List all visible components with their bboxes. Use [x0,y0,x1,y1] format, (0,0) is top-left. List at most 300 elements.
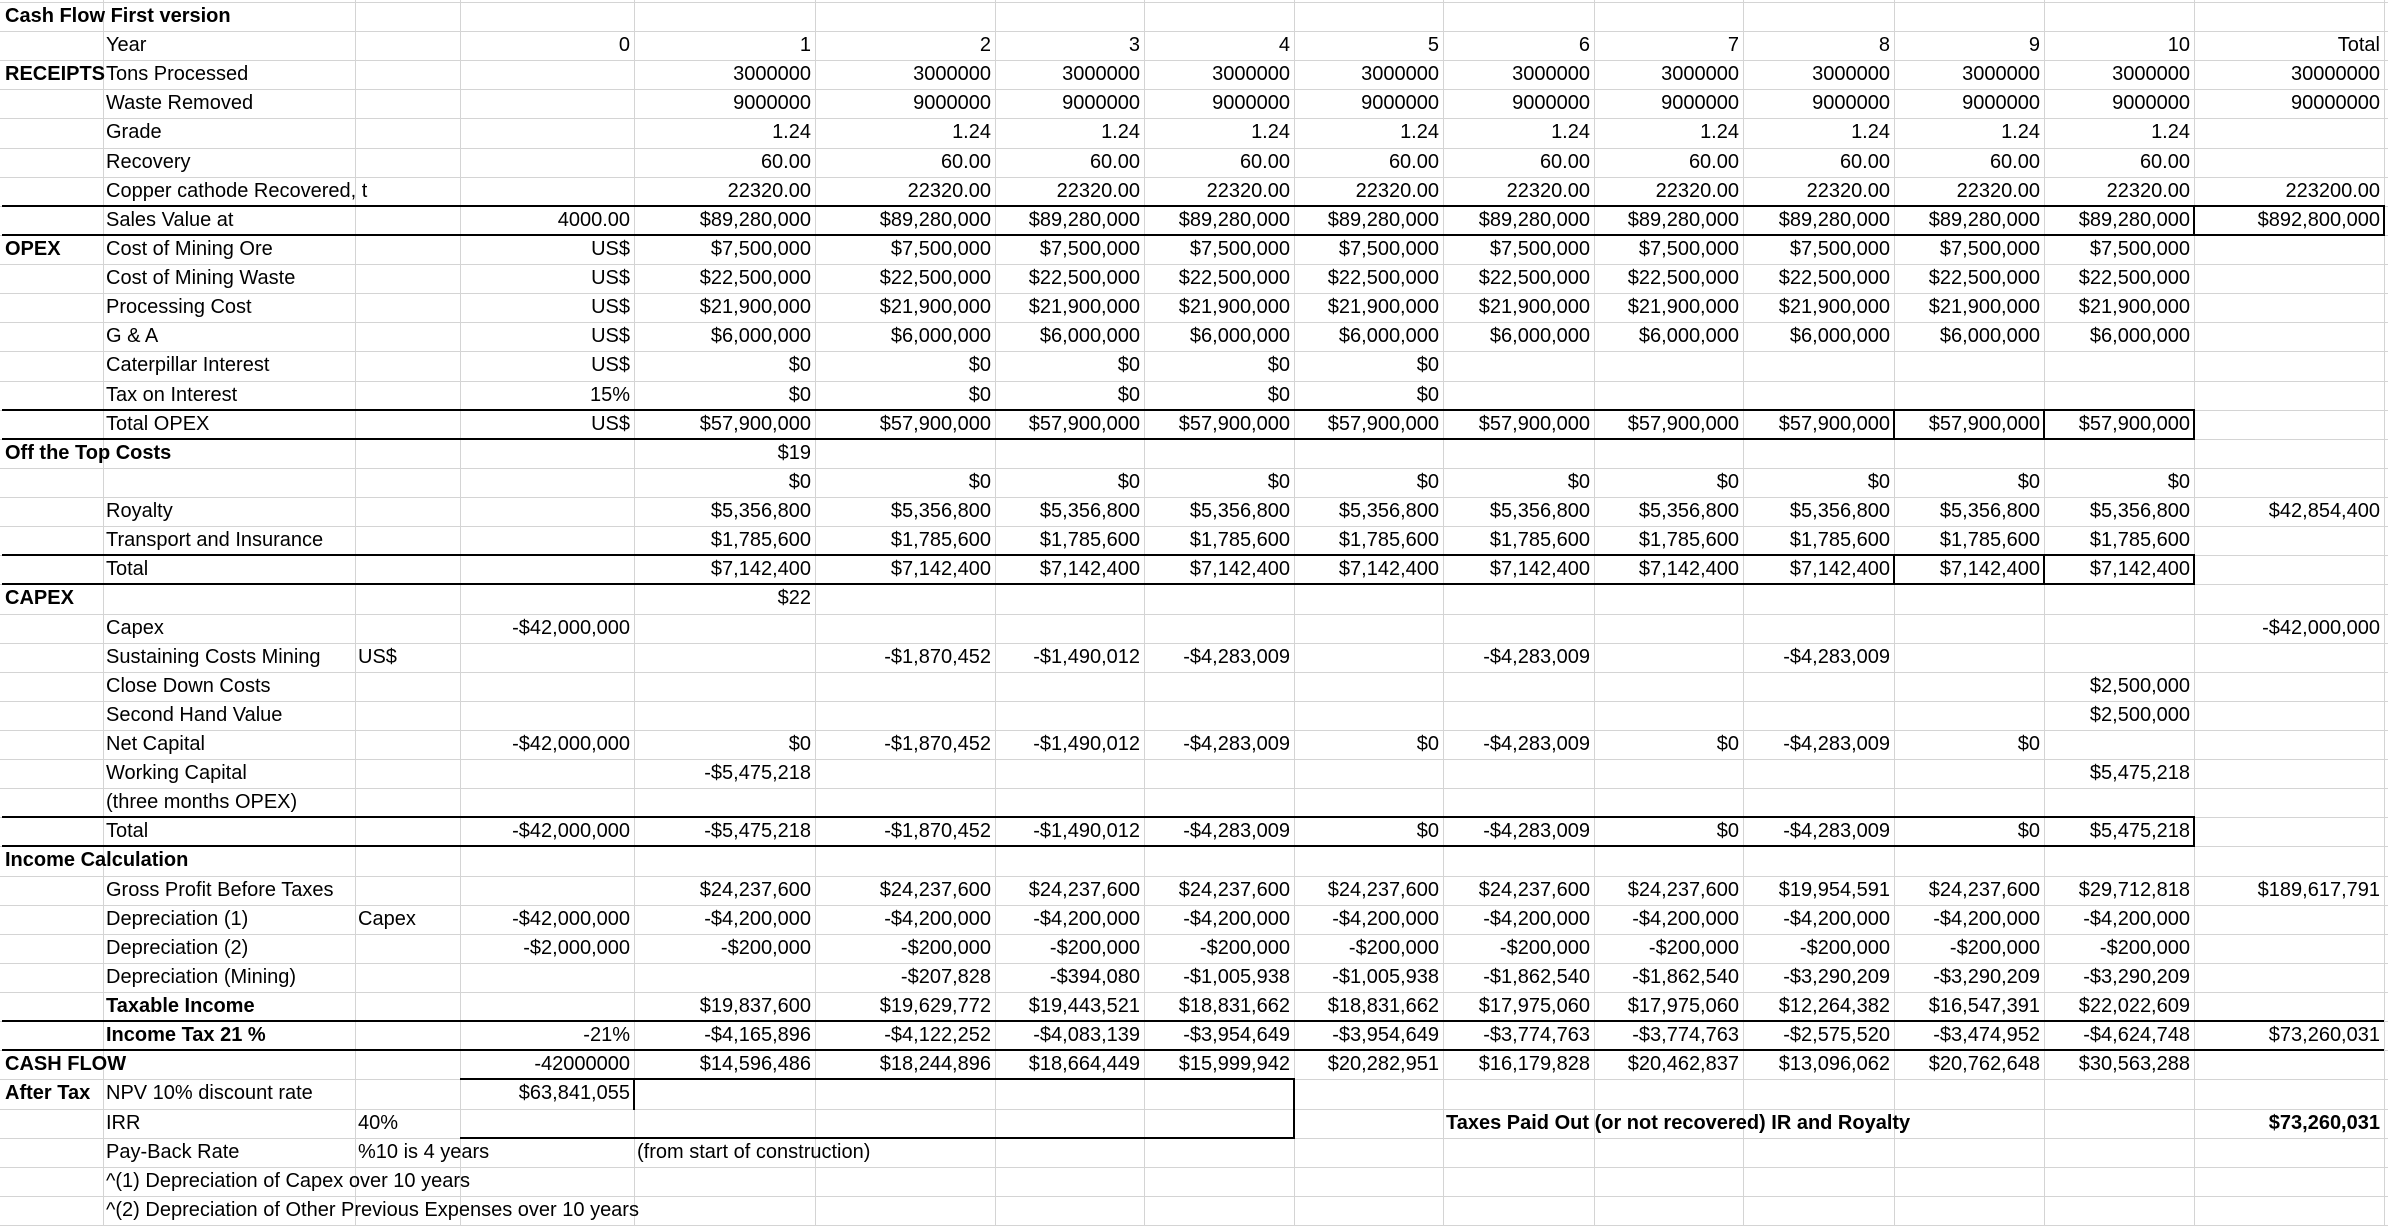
cell-r12-k[interactable]: $6,000,000 [1638,325,1739,348]
cell-r6-g[interactable]: 60.00 [1089,150,1140,173]
cell-r7-e[interactable]: 22320.00 [727,179,811,202]
cell-r7-n[interactable]: 22320.00 [2106,179,2190,202]
cell-r20-m[interactable]: $7,142,400 [1939,558,2040,581]
cell-r17-g[interactable]: $0 [1117,470,1140,493]
cell-r19-l[interactable]: $1,785,600 [1789,529,1890,552]
cell-r4-h[interactable]: 9000000 [1212,92,1290,115]
cell-r10-i[interactable]: $22,500,000 [1327,267,1439,290]
cell-r12-d[interactable]: US$ [591,325,630,348]
cell-r10-j[interactable]: $22,500,000 [1478,267,1590,290]
cell-r2-m[interactable]: 9 [2028,34,2040,57]
cell-r32-n[interactable]: -$4,200,000 [2083,907,2190,930]
cell-r17-m[interactable]: $0 [2017,470,2040,493]
cell-r2-e[interactable]: 1 [799,34,811,57]
cell-r8-m[interactable]: $89,280,000 [1928,208,2040,231]
cell-r32-e[interactable]: -$4,200,000 [704,907,811,930]
cell-r15-d[interactable]: US$ [591,412,630,435]
cell-r18-i[interactable]: $5,356,800 [1338,500,1439,523]
cell-r20-l[interactable]: $7,142,400 [1789,558,1890,581]
cell-r6-m[interactable]: 60.00 [1989,150,2040,173]
cell-r20-h[interactable]: $7,142,400 [1189,558,1290,581]
cell-r5-e[interactable]: 1.24 [772,121,811,144]
cell-r12-b[interactable]: G & A [106,325,159,348]
cell-r10-l[interactable]: $22,500,000 [1778,267,1890,290]
cell-r12-n[interactable]: $6,000,000 [2089,325,2190,348]
cell-r8-h[interactable]: $89,280,000 [1178,208,1290,231]
cell-r11-e[interactable]: $21,900,000 [699,296,811,319]
cell-r8-d[interactable]: 4000.00 [557,208,630,231]
cell-r22-d[interactable]: -$42,000,000 [512,616,630,639]
cell-r18-b[interactable]: Royalty [106,500,173,523]
cell-r5-i[interactable]: 1.24 [1400,121,1439,144]
cell-r36-m[interactable]: -$3,474,952 [1933,1024,2040,1047]
cell-r13-f[interactable]: $0 [968,354,991,377]
cell-r19-h[interactable]: $1,785,600 [1189,529,1290,552]
cell-r3-f[interactable]: 3000000 [913,63,991,86]
cell-r31-h[interactable]: $24,237,600 [1178,878,1290,901]
cell-r39-c[interactable]: 40% [358,1111,399,1134]
cell-r35-j[interactable]: $17,975,060 [1478,995,1590,1018]
cell-r23-g[interactable]: -$1,490,012 [1033,645,1140,668]
cell-r7-l[interactable]: 22320.00 [1806,179,1890,202]
cell-r14-h[interactable]: $0 [1267,383,1290,406]
cell-r10-d[interactable]: US$ [591,267,630,290]
cell-r38-a[interactable]: After Tax [5,1082,91,1105]
cell-r26-i[interactable]: $0 [1416,733,1439,755]
cell-r26-d[interactable]: -$42,000,000 [512,733,630,755]
cell-r11-j[interactable]: $21,900,000 [1478,296,1590,319]
cell-r29-l[interactable]: -$4,283,009 [1783,820,1890,843]
cell-r37-h[interactable]: $15,999,942 [1178,1053,1290,1076]
cell-r12-i[interactable]: $6,000,000 [1338,325,1439,348]
cell-r16-e[interactable]: $19 [777,441,811,464]
cell-r10-b[interactable]: Cost of Mining Waste [106,267,296,290]
cell-r37-d[interactable]: -42000000 [534,1053,630,1076]
cell-r37-i[interactable]: $20,282,951 [1327,1053,1439,1076]
cell-r4-k[interactable]: 9000000 [1661,92,1739,115]
cell-r19-k[interactable]: $1,785,600 [1638,529,1739,552]
cell-r20-k[interactable]: $7,142,400 [1638,558,1739,581]
cell-r23-j[interactable]: -$4,283,009 [1483,645,1590,668]
cell-r17-k[interactable]: $0 [1716,470,1739,493]
cell-r8-b[interactable]: Sales Value at [106,208,234,231]
cell-r20-j[interactable]: $7,142,400 [1489,558,1590,581]
cell-r11-k[interactable]: $21,900,000 [1627,296,1739,319]
cell-r18-o[interactable]: $42,854,400 [2268,500,2380,523]
cell-r36-d[interactable]: -21% [583,1024,630,1047]
cell-r18-n[interactable]: $5,356,800 [2089,500,2190,523]
cell-r17-e[interactable]: $0 [788,470,811,493]
cell-r5-g[interactable]: 1.24 [1101,121,1140,144]
cell-r15-g[interactable]: $57,900,000 [1028,412,1140,435]
cell-r42-b[interactable]: ^(2) Depreciation of Other Previous Expenses over 10 years [106,1198,639,1221]
cell-r31-j[interactable]: $24,237,600 [1478,878,1590,901]
cell-r18-e[interactable]: $5,356,800 [710,500,811,523]
cell-r41-b[interactable]: ^(1) Depreciation of Capex over 10 years [106,1169,471,1192]
cell-r18-g[interactable]: $5,356,800 [1039,500,1140,523]
cell-r12-g[interactable]: $6,000,000 [1039,325,1140,348]
cell-r32-j[interactable]: -$4,200,000 [1483,907,1590,930]
cell-r14-f[interactable]: $0 [968,383,991,406]
cell-r29-n[interactable]: $5,475,218 [2089,820,2190,843]
cell-r4-n[interactable]: 9000000 [2112,92,2190,115]
cell-r6-f[interactable]: 60.00 [940,150,991,173]
cell-r36-i[interactable]: -$3,954,649 [1332,1024,1439,1047]
cell-r18-f[interactable]: $5,356,800 [890,500,991,523]
cell-r11-g[interactable]: $21,900,000 [1028,296,1140,319]
cell-r19-j[interactable]: $1,785,600 [1489,529,1590,552]
cell-r11-i[interactable]: $21,900,000 [1327,296,1439,319]
cell-r26-b[interactable]: Net Capital [106,733,205,755]
cell-r33-k[interactable]: -$200,000 [1648,936,1739,959]
cell-r20-e[interactable]: $7,142,400 [710,558,811,581]
cell-r17-j[interactable]: $0 [1567,470,1590,493]
cell-r35-m[interactable]: $16,547,391 [1928,995,2040,1018]
cell-r8-g[interactable]: $89,280,000 [1028,208,1140,231]
cell-r23-l[interactable]: -$4,283,009 [1783,645,1890,668]
cell-r25-b[interactable]: Second Hand Value [106,703,283,726]
cell-r20-n[interactable]: $7,142,400 [2089,558,2190,581]
cell-r15-f[interactable]: $57,900,000 [879,412,991,435]
cell-r36-o[interactable]: $73,260,031 [2268,1024,2380,1047]
cell-r35-e[interactable]: $19,837,600 [699,995,811,1018]
cell-r10-m[interactable]: $22,500,000 [1928,267,2040,290]
cell-r8-n[interactable]: $89,280,000 [2078,208,2190,231]
cell-r9-a[interactable]: OPEX [5,237,61,260]
cell-r32-k[interactable]: -$4,200,000 [1632,907,1739,930]
cell-r37-n[interactable]: $30,563,288 [2078,1053,2190,1076]
cell-r17-i[interactable]: $0 [1416,470,1439,493]
cell-r39-j[interactable]: Taxes Paid Out (or not recovered) IR and Royalty [1446,1111,1911,1134]
cell-r18-k[interactable]: $5,356,800 [1638,500,1739,523]
cell-r19-f[interactable]: $1,785,600 [890,529,991,552]
cell-r26-h[interactable]: -$4,283,009 [1183,733,1290,755]
cell-r9-g[interactable]: $7,500,000 [1039,237,1140,260]
cell-r4-j[interactable]: 9000000 [1512,92,1590,115]
cell-r33-n[interactable]: -$200,000 [2099,936,2190,959]
cell-r18-m[interactable]: $5,356,800 [1939,500,2040,523]
cell-r7-o[interactable]: 223200.00 [2285,179,2380,202]
cell-r7-f[interactable]: 22320.00 [907,179,991,202]
cell-r36-f[interactable]: -$4,122,252 [884,1024,991,1047]
cell-r13-h[interactable]: $0 [1267,354,1290,377]
cell-r3-j[interactable]: 3000000 [1512,63,1590,86]
cell-r4-b[interactable]: Waste Removed [106,92,254,115]
cell-r11-b[interactable]: Processing Cost [106,296,252,319]
cell-r11-l[interactable]: $21,900,000 [1778,296,1890,319]
cell-r6-l[interactable]: 60.00 [1839,150,1890,173]
cell-r13-e[interactable]: $0 [788,354,811,377]
cell-r31-e[interactable]: $24,237,600 [699,878,811,901]
cell-r2-n[interactable]: 10 [2167,34,2190,57]
cell-r29-g[interactable]: -$1,490,012 [1033,820,1140,843]
cell-r33-m[interactable]: -$200,000 [1949,936,2040,959]
cell-r6-j[interactable]: 60.00 [1539,150,1590,173]
cell-r12-h[interactable]: $6,000,000 [1189,325,1290,348]
cell-r34-g[interactable]: -$394,080 [1049,965,1140,988]
cell-r31-l[interactable]: $19,954,591 [1778,878,1890,901]
cell-r19-b[interactable]: Transport and Insurance [106,529,324,552]
cell-r37-m[interactable]: $20,762,648 [1928,1053,2040,1076]
cell-r7-i[interactable]: 22320.00 [1355,179,1439,202]
cell-r12-l[interactable]: $6,000,000 [1789,325,1890,348]
cell-r3-b[interactable]: Tons Processed [106,63,249,86]
cell-r8-e[interactable]: $89,280,000 [699,208,811,231]
cell-r23-h[interactable]: -$4,283,009 [1183,645,1290,668]
cell-r4-g[interactable]: 9000000 [1062,92,1140,115]
cell-r5-l[interactable]: 1.24 [1851,121,1890,144]
cell-r4-i[interactable]: 9000000 [1361,92,1439,115]
cell-r31-f[interactable]: $24,237,600 [879,878,991,901]
cell-r37-f[interactable]: $18,244,896 [879,1053,991,1076]
cell-r19-g[interactable]: $1,785,600 [1039,529,1140,552]
cell-r38-b[interactable]: NPV 10% discount rate [106,1082,313,1105]
cell-r17-l[interactable]: $0 [1867,470,1890,493]
cell-r37-g[interactable]: $18,664,449 [1028,1053,1140,1076]
cell-r40-c[interactable]: %10 is 4 years [358,1140,490,1163]
cell-r33-b[interactable]: Depreciation (2) [106,936,249,959]
cell-r12-e[interactable]: $6,000,000 [710,325,811,348]
cell-r13-b[interactable]: Caterpillar Interest [106,354,270,377]
cell-r29-k[interactable]: $0 [1716,820,1739,843]
cell-r31-n[interactable]: $29,712,818 [2078,878,2190,901]
cell-r29-f[interactable]: -$1,870,452 [884,820,991,843]
cell-r12-j[interactable]: $6,000,000 [1489,325,1590,348]
cell-r7-b[interactable]: Copper cathode Recovered, t [106,179,368,202]
cell-r4-m[interactable]: 9000000 [1962,92,2040,115]
cell-r5-h[interactable]: 1.24 [1251,121,1290,144]
cell-r20-g[interactable]: $7,142,400 [1039,558,1140,581]
cell-r21-e[interactable]: $22 [777,587,811,610]
cell-r17-f[interactable]: $0 [968,470,991,493]
cell-r37-l[interactable]: $13,096,062 [1778,1053,1890,1076]
cell-r20-b[interactable]: Total [106,558,149,581]
cell-r33-d[interactable]: -$2,000,000 [523,936,630,959]
cell-r18-j[interactable]: $5,356,800 [1489,500,1590,523]
cell-r15-k[interactable]: $57,900,000 [1627,412,1739,435]
cell-r21-a[interactable]: CAPEX [5,587,74,610]
cell-r11-h[interactable]: $21,900,000 [1178,296,1290,319]
cell-r15-m[interactable]: $57,900,000 [1928,412,2040,435]
cell-r9-n[interactable]: $7,500,000 [2089,237,2190,260]
cell-r1-a[interactable]: Cash Flow First version [5,5,231,27]
cell-r3-h[interactable]: 3000000 [1212,63,1290,86]
cell-r2-o[interactable]: Total [2337,34,2380,57]
cell-r34-m[interactable]: -$3,290,209 [1933,965,2040,988]
cell-r32-b[interactable]: Depreciation (1) [106,907,249,930]
cell-r7-k[interactable]: 22320.00 [1655,179,1739,202]
cell-r9-k[interactable]: $7,500,000 [1638,237,1739,260]
cell-r13-d[interactable]: US$ [591,354,630,377]
cell-r26-j[interactable]: -$4,283,009 [1483,733,1590,755]
cell-r35-h[interactable]: $18,831,662 [1178,995,1290,1018]
cell-r31-o[interactable]: $189,617,791 [2257,878,2380,901]
cell-r15-l[interactable]: $57,900,000 [1778,412,1890,435]
cell-r33-f[interactable]: -$200,000 [900,936,991,959]
cell-r3-k[interactable]: 3000000 [1661,63,1739,86]
cell-r8-j[interactable]: $89,280,000 [1478,208,1590,231]
cell-r34-l[interactable]: -$3,290,209 [1783,965,1890,988]
cell-r8-l[interactable]: $89,280,000 [1778,208,1890,231]
cell-r5-m[interactable]: 1.24 [2001,121,2040,144]
cell-r25-n[interactable]: $2,500,000 [2089,703,2190,726]
cell-r19-m[interactable]: $1,785,600 [1939,529,2040,552]
cell-r27-n[interactable]: $5,475,218 [2089,762,2190,785]
cell-r10-k[interactable]: $22,500,000 [1627,267,1739,290]
cell-r26-l[interactable]: -$4,283,009 [1783,733,1890,755]
cell-r17-h[interactable]: $0 [1267,470,1290,493]
cell-r4-l[interactable]: 9000000 [1812,92,1890,115]
cell-r11-d[interactable]: US$ [591,296,630,319]
cell-r27-b[interactable]: Working Capital [106,762,247,785]
cell-r2-i[interactable]: 5 [1427,34,1439,57]
cell-r17-n[interactable]: $0 [2167,470,2190,493]
cell-r37-e[interactable]: $14,596,486 [699,1053,811,1076]
cell-r34-n[interactable]: -$3,290,209 [2083,965,2190,988]
cell-r30-a[interactable]: Income Calculation [5,849,189,872]
cell-r19-e[interactable]: $1,785,600 [710,529,811,552]
cell-r3-e[interactable]: 3000000 [733,63,811,86]
cell-r6-i[interactable]: 60.00 [1388,150,1439,173]
cell-r39-b[interactable]: IRR [106,1111,141,1134]
cell-r13-i[interactable]: $0 [1416,354,1439,377]
cell-r29-m[interactable]: $0 [2017,820,2040,843]
cell-r36-j[interactable]: -$3,774,763 [1483,1024,1590,1047]
cell-r23-f[interactable]: -$1,870,452 [884,645,991,668]
cell-r6-h[interactable]: 60.00 [1239,150,1290,173]
cell-r20-f[interactable]: $7,142,400 [890,558,991,581]
cell-r35-k[interactable]: $17,975,060 [1627,995,1739,1018]
cell-r9-i[interactable]: $7,500,000 [1338,237,1439,260]
cell-r24-b[interactable]: Close Down Costs [106,674,271,697]
cell-r36-h[interactable]: -$3,954,649 [1183,1024,1290,1047]
cell-r9-h[interactable]: $7,500,000 [1189,237,1290,260]
cell-r15-b[interactable]: Total OPEX [106,412,210,435]
cell-r6-n[interactable]: 60.00 [2139,150,2190,173]
cell-r26-m[interactable]: $0 [2017,733,2040,755]
cell-r14-d[interactable]: 15% [589,383,630,406]
cell-r39-o[interactable]: $73,260,031 [2268,1111,2380,1134]
cell-r7-j[interactable]: 22320.00 [1506,179,1590,202]
cell-r2-d[interactable]: 0 [618,34,630,57]
cell-r35-g[interactable]: $19,443,521 [1028,995,1140,1018]
cell-r29-j[interactable]: -$4,283,009 [1483,820,1590,843]
cell-r33-i[interactable]: -$200,000 [1348,936,1439,959]
cell-r20-i[interactable]: $7,142,400 [1338,558,1439,581]
cell-r6-e[interactable]: 60.00 [760,150,811,173]
cell-r32-d[interactable]: -$42,000,000 [512,907,630,930]
cell-r36-b[interactable]: Income Tax 21 % [106,1024,266,1047]
cell-r9-f[interactable]: $7,500,000 [890,237,991,260]
cell-r8-i[interactable]: $89,280,000 [1327,208,1439,231]
cell-r35-l[interactable]: $12,264,382 [1778,995,1890,1018]
cell-r15-i[interactable]: $57,900,000 [1327,412,1439,435]
cell-r35-n[interactable]: $22,022,609 [2078,995,2190,1018]
cell-r29-b[interactable]: Total [106,820,149,843]
cell-r9-e[interactable]: $7,500,000 [710,237,811,260]
cell-r7-g[interactable]: 22320.00 [1056,179,1140,202]
cell-r37-j[interactable]: $16,179,828 [1478,1053,1590,1076]
cell-r33-e[interactable]: -$200,000 [720,936,811,959]
cell-r5-b[interactable]: Grade [106,121,162,144]
cell-r31-b[interactable]: Gross Profit Before Taxes [106,878,334,901]
cell-r23-b[interactable]: Sustaining Costs Mining [106,645,321,668]
cell-r24-n[interactable]: $2,500,000 [2089,674,2190,697]
cell-r40-e[interactable]: (from start of construction) [637,1140,871,1163]
cell-r2-f[interactable]: 2 [979,34,991,57]
cell-r10-e[interactable]: $22,500,000 [699,267,811,290]
cell-r2-g[interactable]: 3 [1128,34,1140,57]
cell-r2-h[interactable]: 4 [1278,34,1290,57]
cell-r32-h[interactable]: -$4,200,000 [1183,907,1290,930]
cell-r38-d[interactable]: $63,841,055 [518,1082,630,1105]
cell-r36-k[interactable]: -$3,774,763 [1632,1024,1739,1047]
cell-r2-k[interactable]: 7 [1727,34,1739,57]
cell-r35-b[interactable]: Taxable Income [106,995,255,1018]
cell-r11-n[interactable]: $21,900,000 [2078,296,2190,319]
cell-r18-h[interactable]: $5,356,800 [1189,500,1290,523]
cell-r15-n[interactable]: $57,900,000 [2078,412,2190,435]
cell-r5-k[interactable]: 1.24 [1700,121,1739,144]
cell-r14-i[interactable]: $0 [1416,383,1439,406]
cell-r40-b[interactable]: Pay-Back Rate [106,1140,240,1163]
cell-r10-f[interactable]: $22,500,000 [879,267,991,290]
cell-r19-n[interactable]: $1,785,600 [2089,529,2190,552]
cell-r28-b[interactable]: (three months OPEX) [106,791,298,814]
cell-r26-k[interactable]: $0 [1716,733,1739,755]
cell-r2-l[interactable]: 8 [1878,34,1890,57]
cell-r26-f[interactable]: -$1,870,452 [884,733,991,755]
cell-r4-e[interactable]: 9000000 [733,92,811,115]
cell-r3-g[interactable]: 3000000 [1062,63,1140,86]
cell-r18-l[interactable]: $5,356,800 [1789,500,1890,523]
cell-r33-l[interactable]: -$200,000 [1799,936,1890,959]
cell-r31-i[interactable]: $24,237,600 [1327,878,1439,901]
cell-r34-j[interactable]: -$1,862,540 [1483,965,1590,988]
cell-r3-i[interactable]: 3000000 [1361,63,1439,86]
cell-r32-c[interactable]: Capex [358,907,416,930]
cell-r36-e[interactable]: -$4,165,896 [704,1024,811,1047]
cell-r3-n[interactable]: 3000000 [2112,63,2190,86]
cell-r14-b[interactable]: Tax on Interest [106,383,238,406]
cell-r3-a[interactable]: RECEIPTS [5,63,106,86]
cell-r37-k[interactable]: $20,462,837 [1627,1053,1739,1076]
cell-r32-m[interactable]: -$4,200,000 [1933,907,2040,930]
cell-r32-i[interactable]: -$4,200,000 [1332,907,1439,930]
cell-r23-c[interactable]: US$ [358,645,397,668]
cell-r33-g[interactable]: -$200,000 [1049,936,1140,959]
cell-r11-f[interactable]: $21,900,000 [879,296,991,319]
cell-r34-h[interactable]: -$1,005,938 [1183,965,1290,988]
cell-r9-j[interactable]: $7,500,000 [1489,237,1590,260]
cell-r29-e[interactable]: -$5,475,218 [704,820,811,843]
cell-r29-h[interactable]: -$4,283,009 [1183,820,1290,843]
cell-r33-j[interactable]: -$200,000 [1499,936,1590,959]
cell-r22-o[interactable]: -$42,000,000 [2262,616,2380,639]
cell-r7-m[interactable]: 22320.00 [1956,179,2040,202]
cell-r32-g[interactable]: -$4,200,000 [1033,907,1140,930]
cell-r6-k[interactable]: 60.00 [1688,150,1739,173]
cell-r6-b[interactable]: Recovery [106,150,191,173]
cell-r37-a[interactable]: CASH FLOW [5,1053,127,1076]
cell-r10-h[interactable]: $22,500,000 [1178,267,1290,290]
cell-r36-l[interactable]: -$2,575,520 [1783,1024,1890,1047]
cell-r10-n[interactable]: $22,500,000 [2078,267,2190,290]
cell-r3-m[interactable]: 3000000 [1962,63,2040,86]
cell-r11-m[interactable]: $21,900,000 [1928,296,2040,319]
cell-r32-f[interactable]: -$4,200,000 [884,907,991,930]
cell-r7-h[interactable]: 22320.00 [1206,179,1290,202]
